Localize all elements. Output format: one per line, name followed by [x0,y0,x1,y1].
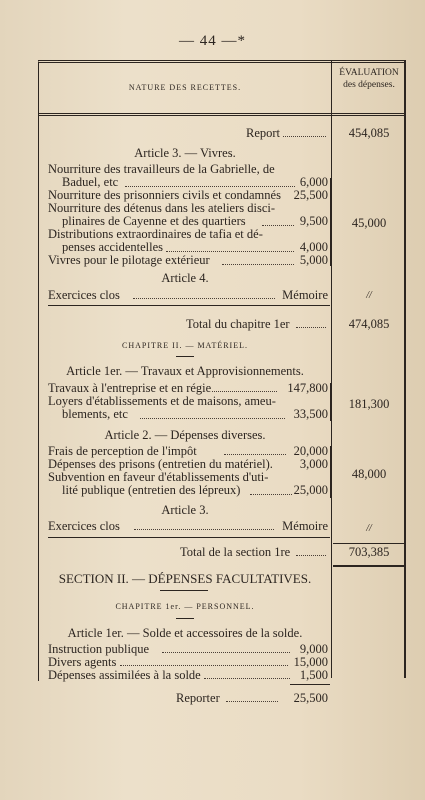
article3-item3-line1: Nourriture des détenus dans les ateliers disci- [48,201,276,215]
art2-materiel-item1-line1: Frais de perception de l'impôt [48,444,197,458]
art2-materiel-item3-amount: 25,000 [293,483,328,497]
art2-materiel-brace [326,446,331,498]
short-rule [160,590,208,591]
article3-item2-line1: Nourriture des prisonniers civils et condamnés [48,188,281,202]
reporter-value: 25,500 [293,691,328,705]
article3-item1-line2: Baduel, etc [62,175,119,189]
article3-item5-line1: Vivres pour le pilotage extérieur [48,253,210,267]
article3-item3-amount: 9,500 [299,214,328,228]
article3-item4-amount: 4,000 [299,240,328,254]
dot-leader [120,665,288,666]
section2-heading: SECTION II. — DÉPENSES FACULTATIVES. [58,571,312,586]
article3-total: 45,000 [351,216,387,230]
article3-item1-amount: 6,000 [299,175,328,189]
article3-item4-line1: Distributions extraordinaires de tafia et dé- [48,227,263,241]
dot-leader [296,327,326,328]
dot-leader [283,136,326,137]
total-section-value: 703,385 [348,545,390,559]
art2-materiel-title: Article 2. — Dépenses diverses. [104,428,266,442]
article3-item3-line2: plinaires de Cayenne et des quartiers [62,214,246,228]
art1-materiel-title: Article 1er. — Travaux et Approvisionnements. [66,364,304,378]
art1-personnel-item2-amount: 15,000 [293,655,328,669]
art2-materiel-item3-line1: Subvention en faveur d'établissements d'uti- [48,470,269,484]
dot-leader [296,555,326,556]
art1-materiel-item2-line2: blements, etc [62,407,128,421]
dot-leader [134,529,274,530]
article3-title: Article 3. — Vivres. [134,146,236,160]
report-label: Report [246,126,281,140]
art2-materiel-item2-line1: Dépenses des prisons (entretien du matériel). [48,457,273,471]
art3-materiel-value: Mémoire [282,519,328,533]
short-rule [176,618,194,619]
short-rule [176,356,194,357]
dot-leader [212,391,277,392]
dot-leader [133,298,275,299]
art1-personnel-item3: Dépenses assimilées à la solde [48,668,201,682]
art1-personnel-title: Article 1er. — Solde et accessoires de la solde. [67,626,303,640]
article3-item5-amount: 5,000 [299,253,328,267]
total-rule-top [333,543,405,544]
art3-materiel-label: Exercices clos [48,519,120,533]
chapitre2-heading: CHAPITRE II. — MATÉRIEL. [122,341,248,350]
art1-materiel-total: 181,300 [348,397,390,411]
article3-item1-line1: Nourriture des travailleurs de la Gabrielle, de [48,162,275,176]
art1-materiel-item2-line1: Loyers d'établissements et de maisons, ameu- [48,394,276,408]
art3-materiel-eval: // [366,523,372,534]
article4-label: Exercices clos [48,288,120,302]
total-chapitre-value: 474,085 [348,317,390,331]
article4-value: Mémoire [282,288,328,302]
total-rule-bottom [333,565,405,567]
art1-personnel-item1-amount: 9,000 [299,642,328,656]
article3-brace [326,178,331,266]
total-chapitre-label: Total du chapitre 1er [186,317,290,331]
article4-eval: // [366,290,372,301]
article4-title: Article 4. [161,271,209,285]
header-nature-des-recettes: NATURE DES RECETTES. [128,83,242,92]
art2-materiel-total: 48,000 [351,467,387,481]
art1-personnel-item3-amount: 1,500 [299,668,328,682]
total-section-label: Total de la section 1re [180,545,291,559]
header-rule [38,113,406,116]
art2-materiel-item2-amount: 3,000 [299,457,328,471]
article3-item2-amount: 25,500 [293,188,328,202]
report-value: 454,085 [348,126,390,140]
section-rule [48,305,330,306]
page-number: — 44 —* [179,33,246,49]
subtotal-rule [290,684,330,685]
art3-materiel-title: Article 3. [161,503,209,517]
art2-materiel-item3-line2: lité publique (entretien des lépreux) [62,483,241,497]
art1-personnel-item1: Instruction publique [48,642,150,656]
reporter-label: Reporter [176,691,220,705]
dot-leader [140,418,285,419]
art1-materiel-item1-amount: 147,800 [287,381,328,395]
header-evaluation: ÉVALUATION des dépenses. [339,68,399,90]
column-separator [331,60,332,678]
art2-materiel-item1-amount: 20,000 [293,444,328,458]
article3-item4-line2: penses accidentelles [62,240,163,254]
art1-materiel-item1-line1: Travaux à l'entreprise et en régie [48,381,212,395]
art1-materiel-item2-amount: 33,500 [293,407,328,421]
table-right-border [404,60,406,678]
art1-personnel-item2: Divers agents [48,655,117,669]
section-rule [48,537,330,538]
chapitre1-personnel-heading: CHAPITRE 1er. — PERSONNEL. [115,602,255,611]
art1-materiel-brace [326,383,331,421]
